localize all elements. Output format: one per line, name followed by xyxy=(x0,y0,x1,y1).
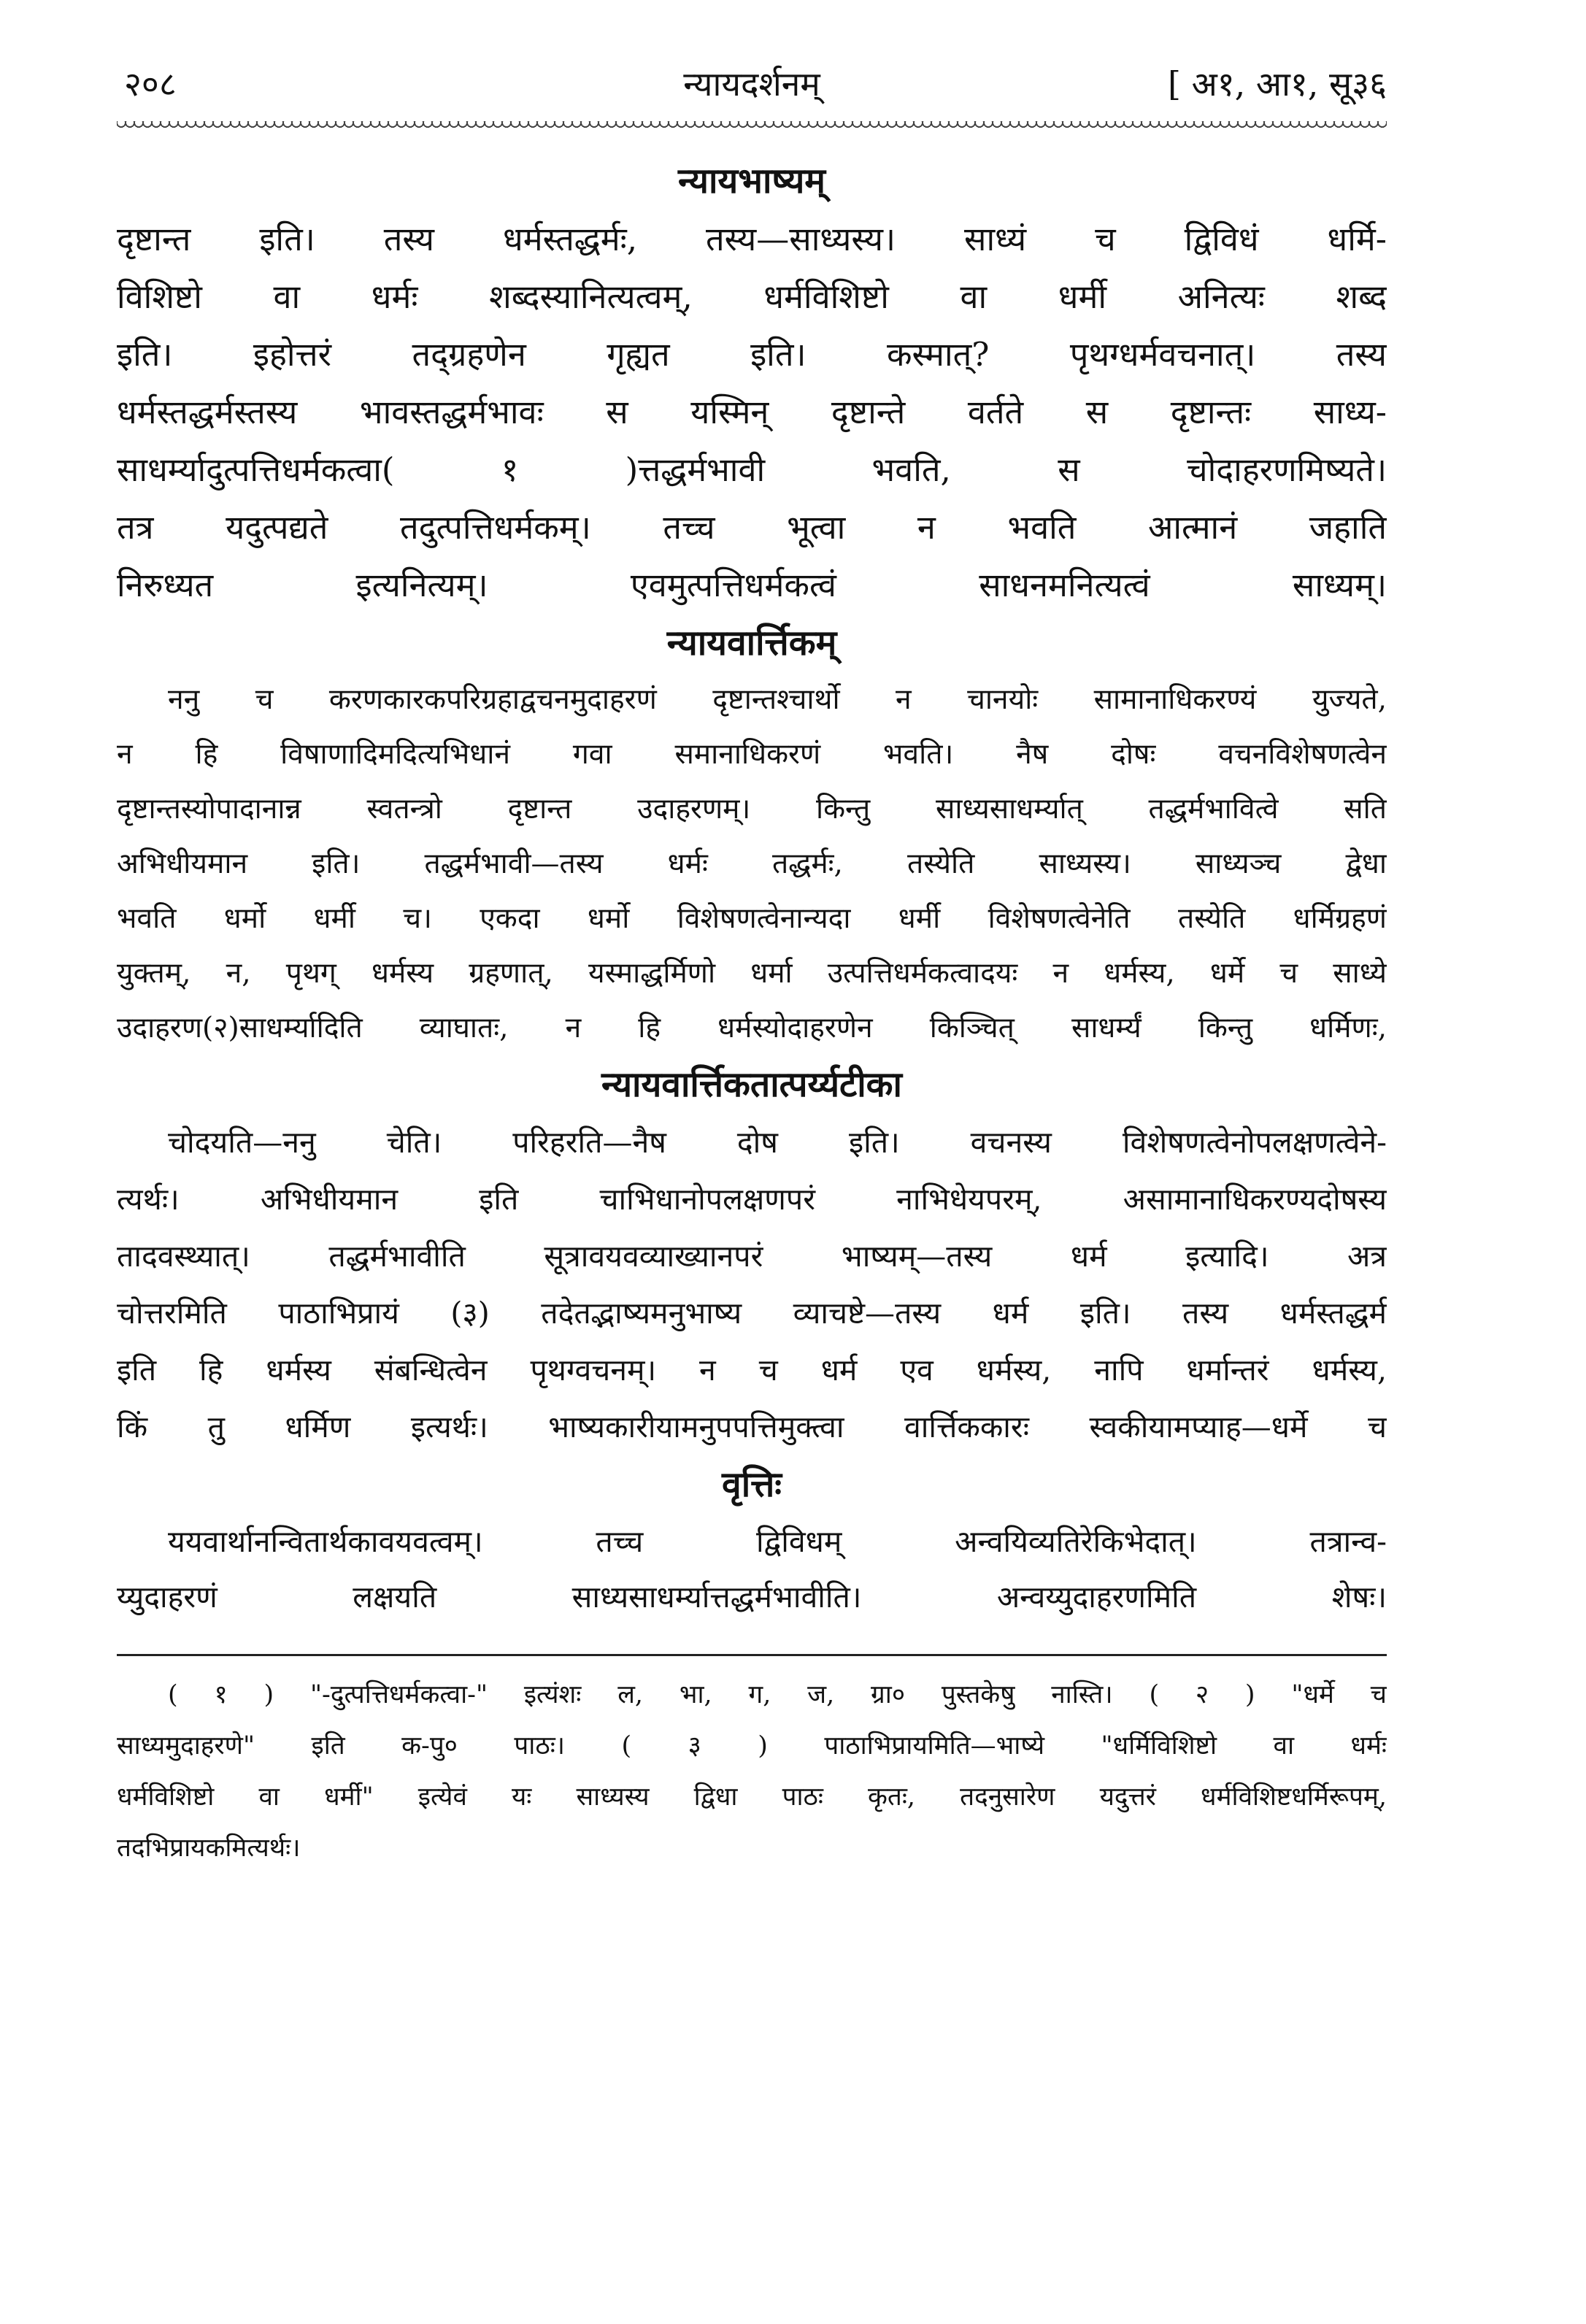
text-line: किं तु धर्मिण इत्यर्थः। भाष्यकारीयामनुपपत्तिमुक्त्वा वार्त्तिककारः स्वकीयामप्याह—धर्मे च xyxy=(117,1409,1387,1444)
footnote-line: धर्मविशिष्टो वा धर्मी" इत्येवं यः साध्यस्य द्विधा पाठः कृतः, तदनुसारेण यदुत्तरं धर्मविशिष्टधर्मिरूपम्, xyxy=(117,1782,1387,1812)
text-line: विशिष्टो वा धर्मः शब्दस्यानित्यत्वम्, धर्मविशिष्टो वा धर्मी अनित्यः शब्द xyxy=(117,277,1387,316)
text-line: अभिधीयमान इति। तद्धर्मभावी—तस्य धर्मः तद्धर्मः, तस्येति साध्यस्य। साध्यञ्च द्वेधा xyxy=(117,847,1387,880)
text-line: युक्तम्, न, पृथग् धर्मस्य ग्रहणात्, यस्माद्धर्मिणो धर्मा उत्पत्तिधर्मकत्वादयः न धर्मस्य, धर्मे च साध्ये xyxy=(117,957,1387,990)
footnote-line: साध्यमुदाहरणे" इति क-पु० पाठः। ( ३ ) पाठाभिप्रायमिति—भाष्ये "धर्मिविशिष्टो वा धर्मः xyxy=(117,1731,1387,1761)
footnote-rule xyxy=(117,1654,1387,1656)
text-line: इति हि धर्मस्य संबन्धित्वेन पृथग्वचनम्। न च धर्म एव धर्मस्य, नापि धर्मान्तरं धर्मस्य, xyxy=(117,1353,1387,1388)
text-line: भवति धर्मो धर्मी च। एकदा धर्मो विशेषणत्वेनान्यदा धर्मी विशेषणत्वेनेति तस्येति धर्मिग्रहणं xyxy=(117,902,1387,935)
page-number: २०८ xyxy=(124,64,177,104)
vritti-text xyxy=(117,1514,1387,1625)
bhashya-text xyxy=(117,210,1387,614)
text-line: तत्र यदुत्पद्यते तदुत्पत्तिधर्मकम्। तच्च भूत्वा न भवति आत्मानं जहाति xyxy=(117,508,1387,547)
page xyxy=(117,51,1387,2270)
text-line: चोदयति—ननु चेति। परिहरति—नैष दोष इति। वचनस्य विशेषणत्वेनोपलक्षणत्वेने- xyxy=(168,1125,1387,1160)
text-line: निरुध्यत इत्यनित्यम्। एवमुत्पत्तिधर्मकत्वं साधनमनित्यत्वं साध्यम्। xyxy=(117,566,1387,604)
section-title-bhashya: न्यायभाष्यम् xyxy=(677,161,826,201)
chapter-reference: [ अ१, आ१, सू३६ xyxy=(1168,64,1387,104)
text-line: न हि विषाणादिमदित्यभिधानं गवा समानाधिकरणं भवति। नैष दोषः वचनविशेषणत्वेन xyxy=(117,738,1387,771)
footnote-line: तदभिप्रायकमित्यर्थः। xyxy=(117,1834,301,1863)
text-line: दृष्टान्तस्योपादानान्न स्वतन्त्रो दृष्टान्त उदाहरणम्। किन्तु साध्यसाधर्म्यात् तद्धर्मभावित्वे सति xyxy=(117,793,1387,826)
text-line: ययवार्थानन्वितार्थकावयवत्वम्। तच्च द्विविधम् अन्वयिव्यतिरेकिभेदात्। तत्रान्व- xyxy=(168,1524,1387,1559)
section-title-tika: न्यायवार्त्तिकतात्पर्य्यटीका xyxy=(601,1064,902,1105)
text-line: दृष्टान्त इति। तस्य धर्मस्तद्धर्मः, तस्य—साध्यस्य। साध्यं च द्विविधं धर्मि- xyxy=(117,220,1387,258)
text-line: साधर्म्यादुत्पत्तिधर्मकत्वा( १ )त्तद्धर्मभावी भवति, स चोदाहरणमिष्यते। xyxy=(117,450,1387,489)
text-line: इति। इहोत्तरं तद्ग्रहणेन गृह्यत इति। कस्मात्? पृथग्धर्मवचनात्। तस्य xyxy=(117,335,1387,374)
footnotes xyxy=(117,1669,1387,1874)
wavy-divider xyxy=(117,121,1387,133)
running-header xyxy=(117,51,1387,117)
tika-text xyxy=(117,1114,1387,1455)
text-line: त्यर्थः। अभिधीयमान इति चाभिधानोपलक्षणपरं नाभिधेयपरम्, असामानाधिकरण्यदोषस्य xyxy=(117,1182,1387,1217)
section-title-varttika: न्यायवार्त्तिकम् xyxy=(666,623,837,663)
text-line: चोत्तरमिति पाठाभिप्रायं (३) तदेतद्भाष्यमनुभाष्य व्याचष्टे—तस्य धर्म इति। तस्य धर्मस्तद्धर्म xyxy=(117,1296,1387,1331)
section-title-vritti: वृत्तिः xyxy=(722,1464,782,1505)
text-line: तादवस्थ्यात्। तद्धर्मभावीति सूत्रावयवव्याख्यानपरं भाष्यम्—तस्य धर्म इत्यादि। अत्र xyxy=(117,1239,1387,1274)
text-line: धर्मस्तद्धर्मस्तस्य भावस्तद्धर्मभावः स यस्मिन् दृष्टान्ते वर्तते स दृष्टान्तः साध्य- xyxy=(117,393,1387,431)
text-line: उदाहरण(२)साधर्म्यादिति व्याघातः, न हि धर्मस्योदाहरणेन किञ्चित् साधर्म्यं किन्तु धर्मिणः, xyxy=(117,1012,1387,1044)
footnote-line: ( १ ) "-दुत्पत्तिधर्मकत्वा-" इत्यंशः ल, भा, ग, ज, ग्रा० पुस्तकेषु नास्ति। ( २ ) "धर्मे च xyxy=(168,1680,1387,1709)
running-title: न्यायदर्शनम् xyxy=(683,64,820,104)
text-line: य्युदाहरणं लक्षयति साध्यसाधर्म्यात्तद्धर्मभावीति। अन्वय्युदाहरणमिति शेषः। xyxy=(117,1580,1387,1615)
varttika-text xyxy=(117,672,1387,1055)
text-line: ननु च करणकारकपरिग्रहाद्वचनमुदाहरणं दृष्टान्तश्चार्थो न चानयोः सामानाधिकरण्यं युज्यते, xyxy=(168,683,1387,716)
